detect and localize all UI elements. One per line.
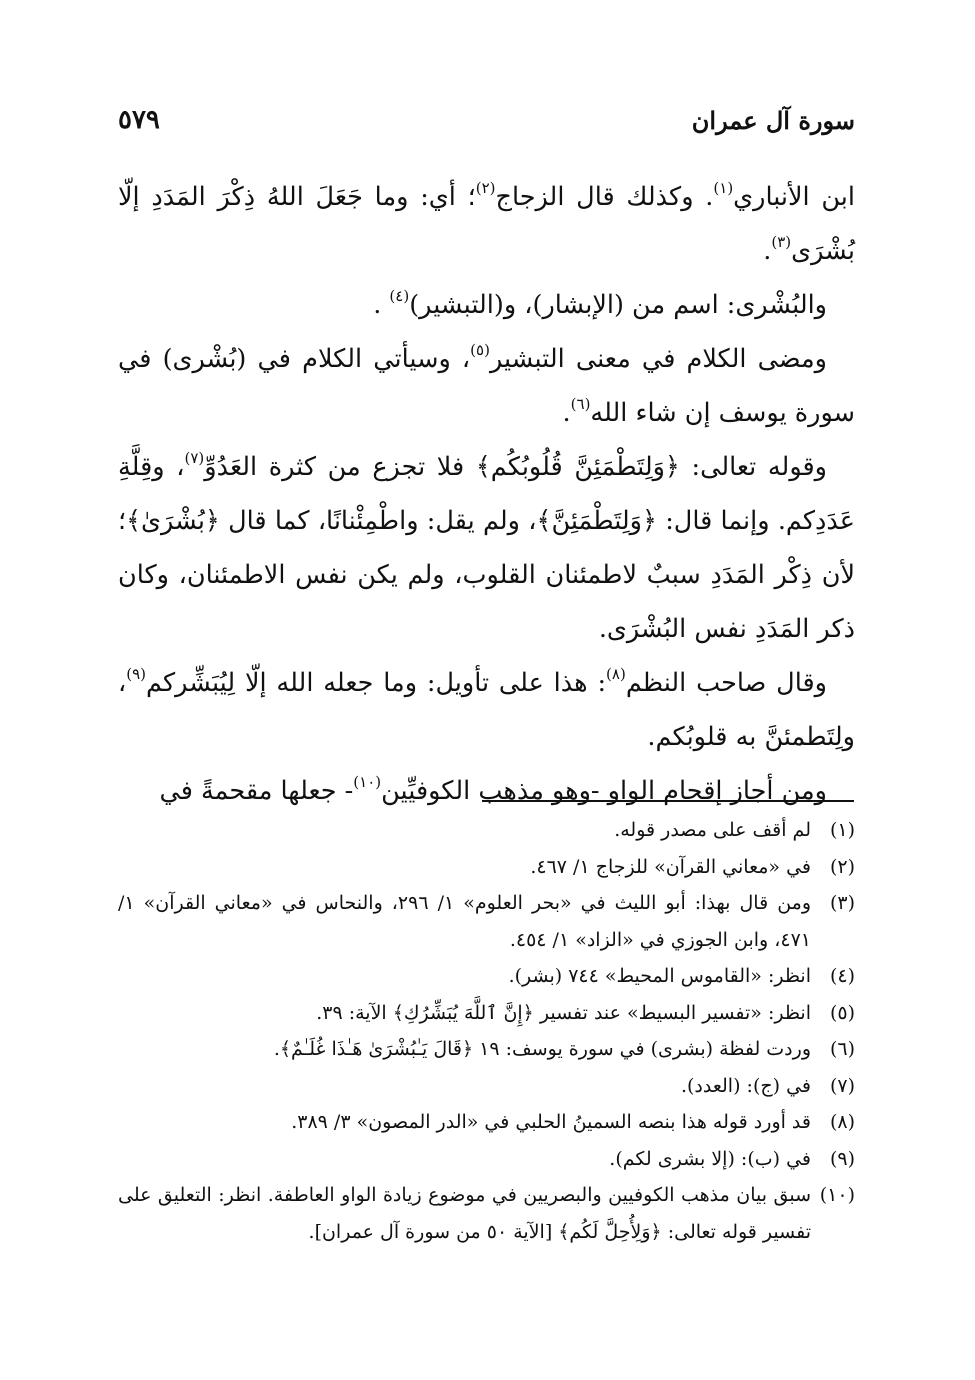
text-segment: : هذا على تأويل: وما جعله الله إلّا لِيُبَشِّركم	[146, 668, 607, 698]
footnote-text: قد أورد قوله هذا بنصه السمينُ الحلبي في «الدر المصون» ٣/ ٣٨٩.	[291, 1111, 811, 1133]
text-segment: ومن أجاز إقحام الواو -وهو مذهب الكوفيِّين	[381, 776, 827, 806]
text-segment: ، وقِلَّةِ عَدَدِكم. وإنما قال: ﴿وَلِتَطْمَئِنَّ﴾، ولم يقل: واطْمِئْنانًا، كما قال ﴿بُشْرَىٰ﴾؛ لأن ذِكْر المَدَدِ سببٌ لاطمئنان القلوب، ولم يكن نفس الاطمئنان، وكان ذكر المَدَدِ نفس البُشْرَى.	[118, 452, 855, 644]
footnote-number: (٦)	[829, 1038, 855, 1060]
footnote-number: (٤)	[829, 965, 855, 987]
footnote-text: في (ج): (العدد).	[680, 1074, 811, 1097]
footnote-number: (٣)	[829, 892, 855, 914]
footnote-ref[interactable]: (٩)	[126, 665, 147, 683]
paragraph-p3	[118, 332, 855, 440]
footnote-ref[interactable]: (٨)	[606, 665, 626, 683]
footnote-number: (٥)	[829, 1001, 855, 1024]
text-segment: ابن الأنباري	[733, 182, 855, 212]
footnote-text: انظر: «تفسير البسيط» عند تفسير ﴿إِنَّ ٱللَّهَ يُبَشِّرُكِ﴾ الآية: ٣٩.	[316, 1001, 811, 1024]
paragraph-p5	[118, 656, 855, 764]
paragraph-p2	[118, 278, 855, 332]
text-segment: ، ولِتَطمئنَّ به قلوبُكم.	[118, 668, 855, 752]
text-segment: - جعلها مقحمةً في	[159, 776, 354, 806]
footnote-ref[interactable]: (٧)	[184, 449, 205, 467]
footnote-item	[118, 849, 855, 886]
paragraph-p1	[118, 170, 855, 278]
page-number: ٥٧٩	[118, 105, 160, 135]
footnote-item	[118, 1068, 855, 1105]
text-segment: . وكذلك قال الزجاج	[495, 182, 714, 212]
footnotes	[118, 812, 855, 1250]
footnote-ref[interactable]: (٥)	[470, 341, 490, 359]
footnote-ref[interactable]: (٤)	[389, 287, 410, 305]
paragraph-p6	[118, 764, 855, 818]
paragraph-p4	[118, 440, 855, 656]
footnote-item	[118, 812, 855, 849]
footnote-item	[118, 1177, 855, 1250]
footnote-number: (١٠)	[819, 1184, 855, 1206]
footnote-text: لم أقف على مصدر قوله.	[614, 819, 811, 841]
footnote-number: (٧)	[829, 1074, 855, 1097]
main-text	[118, 170, 855, 818]
text-segment: ومضى الكلام في معنى التبشير	[489, 344, 827, 374]
footnote-item	[118, 1104, 855, 1141]
page-header	[118, 100, 855, 140]
footnote-text: انظر: «القاموس المحيط» ٧٤٤ (بشر).	[508, 965, 811, 987]
footnote-number: (٢)	[829, 855, 855, 878]
footnote-separator	[482, 800, 854, 802]
text-segment: .	[763, 236, 772, 266]
footnote-text: وردت لفظة (بشرى) في سورة يوسف: ١٩ ﴿قَالَ يَـٰبُشْرَىٰ هَـٰذَا غُلَـٰمٌ﴾.	[273, 1038, 811, 1060]
footnote-ref[interactable]: (٢)	[475, 179, 496, 197]
footnote-number: (١)	[829, 819, 855, 841]
text-segment: ؛ أي: وما جَعَلَ اللهُ ذِكْرَ المَدَدِ إلّا بُشْرَى	[118, 182, 855, 266]
text-segment: والبُشْرى: اسم من (الإبشار)، و(التبشير)	[409, 290, 827, 320]
footnote-ref[interactable]: (٦)	[570, 395, 591, 413]
footnote-item	[118, 1141, 855, 1178]
text-segment: وقال صاحب النظم	[625, 668, 827, 698]
footnote-text: ومن قال بهذا: أبو الليث في «بحر العلوم» ١/ ٢٩٦، والنحاس في «معاني القرآن» ١/ ٤٧١، وابن الجوزي في «الزاد» ١/ ٤٥٤.	[118, 892, 812, 951]
footnote-number: (٨)	[829, 1111, 855, 1133]
footnote-item	[118, 958, 855, 995]
footnote-number: (٩)	[829, 1147, 855, 1170]
text-segment: وقوله تعالى: ﴿وَلِتَطْمَئِنَّ قُلُوبُكُم﴾ فلا تجزع من كثرة العَدُوِّ	[204, 452, 828, 482]
footnote-item	[118, 995, 855, 1032]
text-segment: .	[373, 290, 390, 320]
footnote-text: في (ب): (إلا بشرى لكم).	[609, 1147, 811, 1170]
text-segment: ، وسيأتي الكلام في (بُشْرى) في سورة يوسف إن شاء الله	[118, 344, 855, 428]
surah-title: سورة آل عمران	[691, 105, 855, 135]
footnote-item	[118, 885, 855, 958]
footnote-text: سبق بيان مذهب الكوفيين والبصريين في موضوع زيادة الواو العاطفة. انظر: التعليق على تفسير قوله تعالى: ﴿وَلِأُحِلَّ لَكُم﴾ [الآية ٥٠ من سورة آل عمران].	[118, 1184, 811, 1243]
footnote-ref[interactable]: (١٠)	[353, 773, 382, 791]
footnote-ref[interactable]: (٣)	[771, 233, 792, 251]
footnote-text: في «معاني القرآن» للزجاج ١/ ٤٦٧.	[530, 855, 811, 878]
text-segment: .	[562, 398, 571, 428]
footnote-item	[118, 1031, 855, 1068]
footnote-ref[interactable]: (١)	[713, 179, 734, 197]
